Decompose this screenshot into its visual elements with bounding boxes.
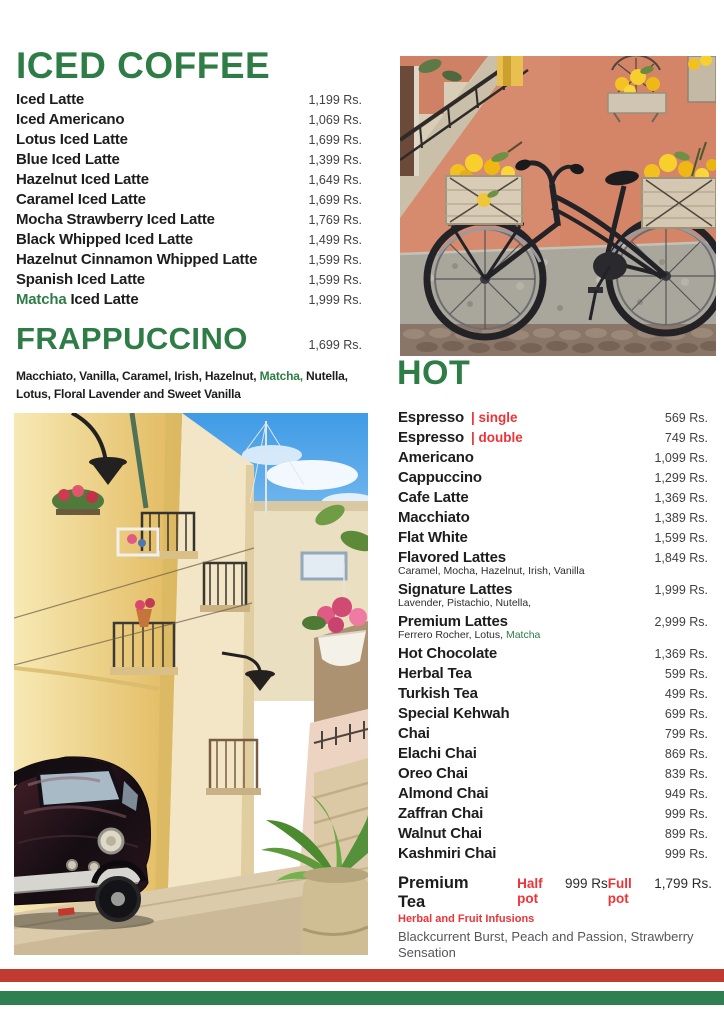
item-name: Hazelnut Cinnamon Whipped Latte <box>16 251 258 268</box>
menu-item-row <box>16 210 362 230</box>
frappuccino-description: Macchiato, Vanilla, Caramel, Irish, Hazelnut, Matcha, Nutella, Lotus, Floral Lavender and Sweet Vanilla <box>16 369 348 401</box>
item-name: Special Kehwah <box>398 705 510 722</box>
item-name: Zaffran Chai <box>398 805 484 822</box>
item-price: 599 Rs. <box>664 667 708 681</box>
item-name: Kashmiri Chai <box>398 845 497 862</box>
menu-item-row <box>16 110 362 130</box>
item-name: Almond Chai <box>398 785 489 802</box>
menu-item-row <box>398 844 708 864</box>
menu-item-row <box>16 190 362 210</box>
item-name: Espresso <box>398 409 464 426</box>
item-name: Chai <box>398 725 430 742</box>
item-name: Walnut Chai <box>398 825 482 842</box>
item-price: 1,599 Rs. <box>308 253 362 267</box>
menu-item-row <box>16 270 362 290</box>
menu-item-row <box>398 488 708 508</box>
premium-tea-description: Blackcurrent Burst, Peach and Passion, Strawberry Sensation <box>398 929 694 960</box>
item-price: 1,649 Rs. <box>308 173 362 187</box>
item-name: Americano <box>398 449 474 466</box>
menu-item-row <box>398 580 708 612</box>
item-price: 499 Rs. <box>664 687 708 701</box>
menu-item-row <box>398 704 708 724</box>
item-price: 999 Rs. <box>664 807 708 821</box>
item-name: Cafe Latte <box>398 489 469 506</box>
item-price: 899 Rs. <box>664 827 708 841</box>
frappuccino-title: FRAPPUCCINO <box>16 321 248 356</box>
stone-wall <box>400 242 716 330</box>
item-price: 999 Rs. <box>664 847 708 861</box>
menu-item-row <box>16 230 362 250</box>
menu-item-row <box>16 250 362 270</box>
item-price: 1,699 Rs. <box>308 193 362 207</box>
item-price: 1,069 Rs. <box>308 113 362 127</box>
street-vintage-car-photo <box>14 413 368 955</box>
item-price: 1,389 Rs. <box>654 511 708 525</box>
item-variant: | double <box>470 430 523 445</box>
menu-item-row <box>398 824 708 844</box>
menu-item-row <box>398 612 708 644</box>
description-highlight: Matcha, <box>259 369 303 383</box>
item-subtext: Caramel, Mocha, Hazelnut, Irish, Vanilla <box>398 565 585 577</box>
menu-item-row <box>398 548 708 580</box>
menu-item-row <box>398 784 708 804</box>
menu-item-row <box>398 644 708 664</box>
half-pot-price: 999 Rs <box>564 876 608 891</box>
menu-item-row <box>398 764 708 784</box>
item-name: Herbal Tea <box>398 665 472 682</box>
item-price: 1,849 Rs. <box>654 551 708 565</box>
item-name: Turkish Tea <box>398 685 478 702</box>
hot-title: HOT <box>397 354 471 392</box>
item-name: Spanish Iced Latte <box>16 271 145 288</box>
full-pot-price: 1,799 Rs. <box>654 876 712 891</box>
footer-stripe-red <box>0 969 724 982</box>
item-price: 1,369 Rs. <box>654 491 708 505</box>
corner-lemon-box <box>688 56 716 102</box>
menu-item-row <box>398 448 708 468</box>
menu-item-row <box>398 804 708 824</box>
item-subtext: Ferrero Rocher, Lotus, Matcha <box>398 629 541 641</box>
menu-item-row <box>398 528 708 548</box>
half-pot-label: Half pot <box>517 876 543 906</box>
item-name: Lotus Iced Latte <box>16 131 128 148</box>
lemon-bicycle-photo <box>400 56 716 356</box>
menu-item-row <box>16 290 362 310</box>
item-name: Flavored Lattes <box>398 549 506 566</box>
item-price: 1,399 Rs. <box>308 153 362 167</box>
menu-item-row <box>398 408 708 428</box>
cobblestones <box>400 324 716 356</box>
item-price: 839 Rs. <box>664 767 708 781</box>
menu-item-row <box>398 428 708 448</box>
menu-item-row <box>16 150 362 170</box>
menu-item-row <box>398 468 708 488</box>
item-name: Flat White <box>398 529 468 546</box>
iced-coffee-title: ICED COFFEE <box>16 45 271 86</box>
item-price: 1,199 Rs. <box>308 93 362 107</box>
menu-item-row <box>398 508 708 528</box>
item-price: 1,369 Rs. <box>654 647 708 661</box>
item-price: 1,499 Rs. <box>308 233 362 247</box>
item-price: 1,699 Rs. <box>308 133 362 147</box>
menu-item-row <box>16 170 362 190</box>
menu-item-row <box>398 724 708 744</box>
hot-list <box>398 408 708 864</box>
item-price: 1,099 Rs. <box>654 451 708 465</box>
item-price: 799 Rs. <box>664 727 708 741</box>
item-name: Hot Chocolate <box>398 645 498 662</box>
frappuccino-price: 1,699 Rs. <box>308 338 362 352</box>
item-price: 699 Rs. <box>664 707 708 721</box>
item-name: Caramel Iced Latte <box>16 191 146 208</box>
item-name: Iced Americano <box>16 111 125 128</box>
item-price: 949 Rs. <box>664 787 708 801</box>
frappuccino-header <box>16 322 362 356</box>
item-name-highlight: Matcha <box>16 291 67 308</box>
item-price: 1,299 Rs. <box>654 471 708 485</box>
menu-item-row <box>398 684 708 704</box>
premium-tea-subtitle: Herbal and Fruit Infusions <box>398 913 535 925</box>
item-price: 1,769 Rs. <box>308 213 362 227</box>
item-price: 749 Rs. <box>664 431 708 445</box>
menu-item-row <box>16 90 362 110</box>
item-name: Iced Latte <box>16 91 85 108</box>
item-price: 2,999 Rs. <box>654 615 708 629</box>
premium-tea-name: Premium Tea <box>398 874 469 911</box>
menu-item-row <box>16 130 362 150</box>
item-price: 1,999 Rs. <box>308 293 362 307</box>
item-name: Signature Lattes <box>398 581 513 598</box>
item-price: 1,999 Rs. <box>654 583 708 597</box>
item-price: 1,599 Rs. <box>308 273 362 287</box>
subtext-highlight: Matcha <box>505 629 541 641</box>
item-name: Elachi Chai <box>398 745 477 762</box>
item-name: Mocha Strawberry Iced Latte <box>16 211 215 228</box>
item-name: Hazelnut Iced Latte <box>16 171 149 188</box>
item-name: Premium Lattes <box>398 613 508 630</box>
item-name: Blue Iced Latte <box>16 151 120 168</box>
iced-coffee-list <box>16 90 362 310</box>
item-price: 569 Rs. <box>664 411 708 425</box>
premium-tea-section <box>398 874 712 961</box>
item-name: Cappuccino <box>398 469 482 486</box>
item-name: Macchiato <box>398 509 470 526</box>
menu-item-row <box>398 744 708 764</box>
item-price: 1,599 Rs. <box>654 531 708 545</box>
item-price: 869 Rs. <box>664 747 708 761</box>
footer-stripe-green <box>0 991 724 1005</box>
item-name: Iced Latte <box>66 291 139 308</box>
item-subtext: Lavender, Pistachio, Nutella, <box>398 597 532 609</box>
item-name: Oreo Chai <box>398 765 468 782</box>
item-name: Black Whipped Iced Latte <box>16 231 193 248</box>
full-pot-label: Full pot <box>607 876 632 906</box>
menu-item-row <box>398 664 708 684</box>
item-name: Espresso <box>398 429 464 446</box>
item-variant: | single <box>470 410 518 425</box>
